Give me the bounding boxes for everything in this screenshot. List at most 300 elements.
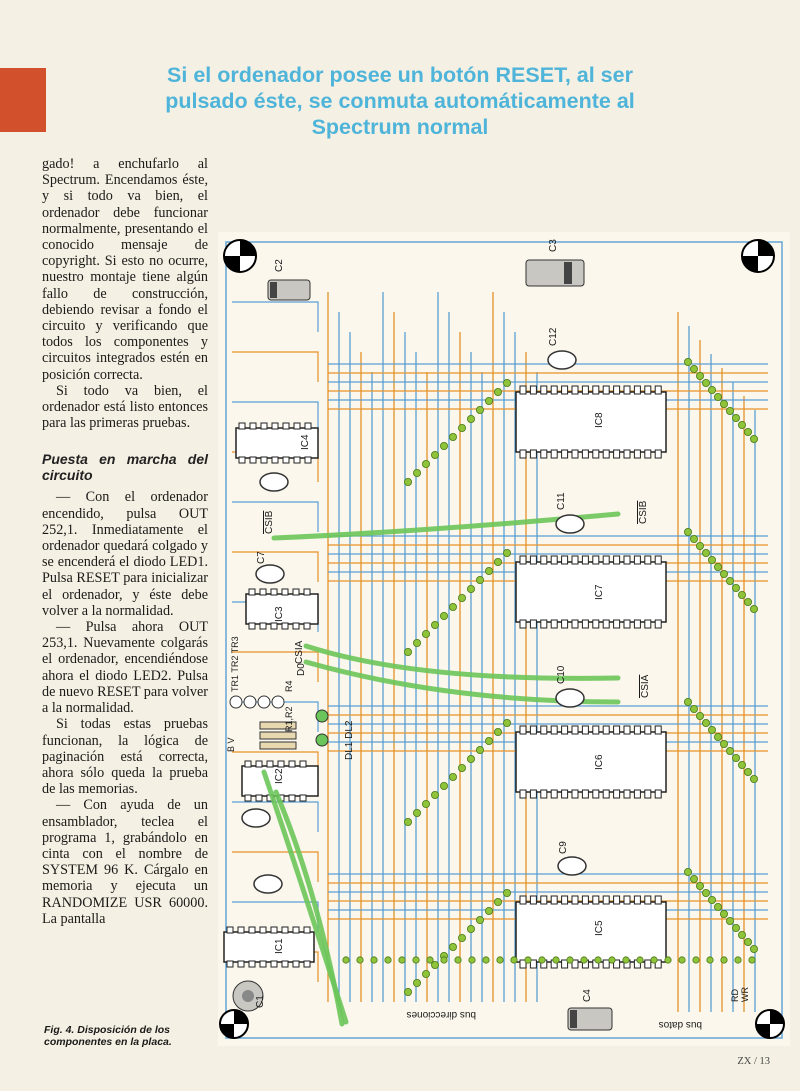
ic-pin	[614, 620, 620, 628]
solder-pad	[738, 931, 745, 938]
solder-pad	[431, 791, 438, 798]
solder-pad	[539, 957, 545, 963]
solder-pad	[503, 549, 510, 556]
ic-pin	[260, 961, 266, 967]
ic-pin	[582, 896, 588, 904]
solder-pad	[476, 406, 483, 413]
ic-pin	[624, 556, 630, 564]
ic-pin	[603, 790, 609, 798]
ic-pin	[294, 423, 300, 429]
capacitor-c9	[558, 857, 586, 875]
ic-pin	[541, 726, 547, 734]
solder-pad	[404, 478, 411, 485]
ic-pin	[530, 450, 536, 458]
ic-pin	[304, 961, 310, 967]
ic-pin	[249, 623, 255, 629]
ic-pin	[267, 761, 273, 767]
ic-pin	[582, 620, 588, 628]
solder-pad	[637, 957, 643, 963]
solder-pad	[732, 924, 739, 931]
solder-pad	[744, 428, 751, 435]
ic-pin	[520, 790, 526, 798]
body-column	[42, 156, 208, 927]
solder-pad	[696, 882, 703, 889]
solder-pad	[567, 957, 573, 963]
solder-pad	[702, 379, 709, 386]
solder-pad	[343, 957, 349, 963]
ic-pin	[655, 556, 661, 564]
logic-trace	[232, 502, 318, 532]
ic-pin	[655, 386, 661, 394]
ic-pin	[624, 896, 630, 904]
ic-pin	[655, 450, 661, 458]
solder-pad	[440, 782, 447, 789]
solder-pad	[684, 868, 691, 875]
ic-pin	[256, 795, 262, 801]
label-dl: DL1 DL2	[344, 720, 355, 760]
solder-pad	[404, 988, 411, 995]
capacitor-c10	[556, 689, 584, 707]
label-r4: R4	[284, 680, 294, 692]
solder-pad	[732, 584, 739, 591]
ic-pin	[572, 620, 578, 628]
solder-pad	[744, 598, 751, 605]
ic-pin	[260, 927, 266, 933]
capacitor-c2	[268, 280, 310, 300]
label-wr: WR	[740, 987, 750, 1002]
body-paragraph: — Con el ordenador encendido, pulsa OUT 252,1. Inmediatamente el ordenador quedará colgado y se encenderá el diodo LED1. Pulsa RESET para inicializar el ordenador, y éste debe volver a la normalidad.	[42, 489, 208, 619]
ic-pin	[551, 386, 557, 394]
ic-pin	[249, 927, 255, 933]
label-csib-right: CSIB	[638, 500, 649, 524]
ic-pin	[541, 620, 547, 628]
ic-pin	[227, 927, 233, 933]
solder-pad	[679, 957, 685, 963]
solder-pad	[449, 943, 456, 950]
solder-pad	[750, 775, 757, 782]
ic-pin	[551, 790, 557, 798]
ic-pin	[562, 386, 568, 394]
ic-pin	[272, 457, 278, 463]
solder-pad	[720, 910, 727, 917]
ic-pin	[614, 386, 620, 394]
ic-pin	[238, 927, 244, 933]
ic-pin	[645, 726, 651, 734]
label-c11: C11	[556, 492, 567, 510]
label-ic6: IC6	[594, 754, 605, 770]
solder-pad	[431, 621, 438, 628]
ic-pin	[300, 795, 306, 801]
solder-pad	[702, 719, 709, 726]
ic-pin	[278, 761, 284, 767]
solder-pad	[449, 773, 456, 780]
page-headline: Si el ordenador posee un botón RESET, al ser pulsado éste, se conmuta automáticamente al Spectrum normal	[165, 63, 635, 139]
ic-pin	[562, 726, 568, 734]
ic-pin	[541, 450, 547, 458]
label-ic4: IC4	[300, 434, 311, 450]
registration-mark	[742, 240, 774, 272]
ic-body	[516, 562, 666, 622]
ic-pin	[282, 961, 288, 967]
ic-pin	[239, 457, 245, 463]
solder-pad	[690, 705, 697, 712]
ic-pin	[304, 927, 310, 933]
solder-pad	[744, 768, 751, 775]
logic-trace	[232, 302, 318, 332]
solder-pad	[525, 957, 531, 963]
ic-pin	[624, 790, 630, 798]
ic-pin	[261, 457, 267, 463]
ic-pin	[261, 423, 267, 429]
accent-bar	[0, 68, 46, 132]
ic-pin	[634, 386, 640, 394]
body-paragraph: gado! a enchufarlo al Spectrum. Encendamos éste, y si todo va bien, el ordenador debe funcionar normalmente, presentando el conocido mensaje de copyright. Si esto no ocurre, nuestro montaje tiene algún fallo de construcción, debiendo revisar a fondo el circuito y verificando que todos los componentes y circuitos integrados estén en posición correcta.	[42, 156, 208, 383]
solder-pad	[581, 957, 587, 963]
ic-pin	[603, 726, 609, 734]
ic-pin	[593, 386, 599, 394]
solder-pad	[750, 945, 757, 952]
solder-pad	[357, 957, 363, 963]
ic-pin	[562, 896, 568, 904]
solder-pad	[609, 957, 615, 963]
ic-pin	[634, 726, 640, 734]
ic-pin	[582, 556, 588, 564]
solder-pad	[483, 957, 489, 963]
ic-pin	[271, 623, 277, 629]
ic-pin	[300, 761, 306, 767]
ic-pin	[282, 623, 288, 629]
solder-pad	[738, 421, 745, 428]
solder-pad	[467, 585, 474, 592]
ic-pin	[624, 386, 630, 394]
ic-pin	[283, 457, 289, 463]
solder-pad	[708, 896, 715, 903]
ic-pin	[603, 386, 609, 394]
solder-pad	[497, 957, 503, 963]
solder-pad	[404, 818, 411, 825]
ic-pin	[260, 623, 266, 629]
label-csia-left: CSIA	[294, 640, 305, 664]
ic-pin	[249, 589, 255, 595]
label-ic3: IC3	[274, 606, 285, 622]
ic-pin	[293, 623, 299, 629]
solder-pad	[458, 594, 465, 601]
solder-pad	[455, 957, 461, 963]
solder-pad	[702, 889, 709, 896]
ic-pin	[614, 896, 620, 904]
subheading: Puesta en marcha del circuito	[42, 451, 208, 484]
solder-pad	[449, 433, 456, 440]
solder-pad	[494, 728, 501, 735]
ic-pin	[551, 620, 557, 628]
solder-pad	[467, 755, 474, 762]
solder-pad	[422, 460, 429, 467]
ic-pin	[655, 620, 661, 628]
solder-pad	[413, 809, 420, 816]
ic-pin	[645, 896, 651, 904]
solder-pad	[485, 397, 492, 404]
solder-pad	[726, 917, 733, 924]
ic-pin	[572, 790, 578, 798]
ic-pin	[283, 423, 289, 429]
solder-pad	[449, 603, 456, 610]
solder-pad	[750, 435, 757, 442]
label-csia-right: CSIA	[640, 674, 651, 698]
solder-pad	[708, 726, 715, 733]
solder-pad	[690, 535, 697, 542]
solder-pad	[469, 957, 475, 963]
solder-pad	[422, 970, 429, 977]
solder-pad	[494, 388, 501, 395]
ic-pin	[530, 556, 536, 564]
ic-pin	[289, 761, 295, 767]
ic-pin	[530, 896, 536, 904]
ic-pin	[582, 726, 588, 734]
solder-pad	[693, 957, 699, 963]
ic-pin	[530, 790, 536, 798]
ic-pin	[541, 386, 547, 394]
solder-pad	[511, 957, 517, 963]
label-r12: R1,R2	[284, 706, 294, 732]
capacitor-ic1	[254, 875, 282, 893]
ic-pin	[304, 623, 310, 629]
ic-pin	[260, 589, 266, 595]
solder-pad	[708, 386, 715, 393]
solder-pad	[413, 639, 420, 646]
solder-pad	[467, 415, 474, 422]
registration-mark	[220, 1010, 248, 1038]
solder-pad	[714, 903, 721, 910]
capacitor-c11	[556, 515, 584, 533]
ic-pin	[593, 620, 599, 628]
solder-pad	[684, 698, 691, 705]
capacitor-ic2	[242, 809, 270, 827]
solder-pad	[684, 528, 691, 535]
solder-pad	[744, 938, 751, 945]
label-bus-datos: bus datos	[658, 1019, 702, 1030]
label-c4: C4	[582, 989, 593, 1002]
capacitor-c12	[548, 351, 576, 369]
solder-pad	[651, 957, 657, 963]
solder-pad	[476, 746, 483, 753]
page-folio: ZX / 13	[737, 1056, 770, 1067]
solder-pad	[371, 957, 377, 963]
ic-pin	[541, 790, 547, 798]
solder-pad	[385, 957, 391, 963]
solder-pad	[494, 558, 501, 565]
ic-pin	[520, 556, 526, 564]
solder-pad	[696, 712, 703, 719]
label-ic1: IC1	[274, 938, 285, 954]
solder-pad	[738, 761, 745, 768]
ic-pin	[634, 620, 640, 628]
ic-pin	[572, 386, 578, 394]
ic-body	[516, 732, 666, 792]
ic-pin	[256, 761, 262, 767]
ic-pin	[593, 896, 599, 904]
solder-pad	[732, 754, 739, 761]
solder-pad	[735, 957, 741, 963]
label-c7: C7	[256, 551, 267, 564]
label-bv: B V	[226, 737, 236, 752]
ic-pin	[520, 620, 526, 628]
solder-pad	[720, 400, 727, 407]
ic-pin	[634, 556, 640, 564]
ic-pin	[593, 450, 599, 458]
ic-pin	[282, 589, 288, 595]
solder-pad	[702, 549, 709, 556]
ic-pin	[305, 423, 311, 429]
solder-pad	[467, 925, 474, 932]
ic-pin	[593, 726, 599, 734]
label-c1: C1	[255, 995, 266, 1008]
ic-pin	[603, 960, 609, 968]
solder-pad	[440, 442, 447, 449]
ic-pin	[655, 790, 661, 798]
ic-pin	[305, 457, 311, 463]
solder-pad	[422, 630, 429, 637]
body-paragraph: Si todas estas pruebas funcionan, la lógica de paginación está correcta, ahora sólo queda la prueba de las memorias.	[42, 716, 208, 798]
solder-pad	[503, 889, 510, 896]
label-tr: TR1 TR2 TR3	[230, 636, 240, 692]
ic-pin	[645, 960, 651, 968]
ic-pin	[645, 620, 651, 628]
ic-pin	[645, 450, 651, 458]
solder-pad	[476, 916, 483, 923]
ic-pin	[645, 790, 651, 798]
ic-pin	[541, 556, 547, 564]
label-c10: C10	[556, 665, 567, 684]
ic-pin	[645, 556, 651, 564]
ic-pin	[593, 790, 599, 798]
ic-body	[516, 392, 666, 452]
solder-pad	[738, 591, 745, 598]
ic-pin	[645, 386, 651, 394]
ic-pin	[541, 896, 547, 904]
ic-pin	[572, 556, 578, 564]
solder-pad	[458, 764, 465, 771]
ic-pin	[282, 927, 288, 933]
solder-pad	[476, 576, 483, 583]
ic-pin	[624, 726, 630, 734]
solder-pad	[750, 605, 757, 612]
capacitor-c7	[256, 565, 284, 583]
solder-pad	[503, 379, 510, 386]
solder-pad	[427, 957, 433, 963]
solder-pad	[503, 719, 510, 726]
solder-pad	[714, 733, 721, 740]
solder-pad	[485, 567, 492, 574]
label-csib-left: CSIB	[264, 510, 275, 534]
solder-pad	[684, 358, 691, 365]
label-ic8: IC8	[594, 412, 605, 428]
solder-pad	[696, 542, 703, 549]
solder-pad	[708, 556, 715, 563]
solder-pad	[399, 957, 405, 963]
ic-pin	[239, 423, 245, 429]
ic-pin	[530, 620, 536, 628]
ic-pin	[530, 726, 536, 734]
ic-pin	[562, 620, 568, 628]
ic-pin	[245, 795, 251, 801]
ic-pin	[572, 896, 578, 904]
label-ic5: IC5	[594, 920, 605, 936]
solder-pad	[404, 648, 411, 655]
ic-pin	[582, 790, 588, 798]
solder-pad	[690, 875, 697, 882]
solder-pad	[553, 957, 559, 963]
registration-mark	[224, 240, 256, 272]
solder-pad	[714, 563, 721, 570]
registration-mark	[756, 1010, 784, 1038]
solder-pad	[485, 907, 492, 914]
logic-trace	[232, 352, 318, 382]
ic-pin	[293, 961, 299, 967]
ic-pin	[614, 556, 620, 564]
solder-pad	[720, 740, 727, 747]
ic-pin	[634, 790, 640, 798]
ic-pin	[293, 927, 299, 933]
ic-pin	[572, 726, 578, 734]
solder-pad	[690, 365, 697, 372]
ic-pin	[250, 457, 256, 463]
body-paragraph: — Con ayuda de un ensamblador, teclea el programa 1, grabándolo en cinta con el nombre de SYSTEM 96 K. Cárgalo en memoria y ejecuta un RANDOMIZE USR 60000. La pantalla	[42, 797, 208, 927]
label-ic7: IC7	[594, 584, 605, 600]
label-ic2: IC2	[274, 768, 285, 784]
ic-pin	[227, 961, 233, 967]
ic-pin	[249, 961, 255, 967]
solder-pad	[696, 372, 703, 379]
solder-pad	[595, 957, 601, 963]
ic-pin	[272, 423, 278, 429]
solder-pad	[458, 934, 465, 941]
label-c2: C2	[274, 259, 285, 272]
ic-pin	[603, 556, 609, 564]
solder-pad	[726, 577, 733, 584]
label-d0: D0	[296, 663, 307, 676]
solder-pad	[458, 424, 465, 431]
body-paragraph: — Pulsa ahora OUT 253,1. Nuevamente colgarás el ordenador, encendiéndose ahora el diodo LED2. Pulsa de nuevo RESET para volver a la normalidad.	[42, 619, 209, 717]
solder-pad	[485, 737, 492, 744]
ic-pin	[520, 450, 526, 458]
solder-pad	[721, 957, 727, 963]
solder-pad	[441, 957, 447, 963]
ic-pin	[634, 896, 640, 904]
ic-pin	[603, 896, 609, 904]
solder-pad	[431, 451, 438, 458]
ic-pin	[603, 620, 609, 628]
pcb-traces	[226, 242, 782, 1038]
ic-pin	[562, 556, 568, 564]
ic-body	[224, 932, 314, 962]
pcb-layout-diagram	[218, 232, 790, 1046]
ic-pin	[530, 386, 536, 394]
label-c3: C3	[548, 239, 559, 252]
ic-pin	[551, 450, 557, 458]
ic-pin	[304, 589, 310, 595]
solder-pad	[749, 957, 755, 963]
solder-pad	[707, 957, 713, 963]
ic-pin	[624, 450, 630, 458]
solder-pad	[494, 898, 501, 905]
solder-pad	[720, 570, 727, 577]
capacitor-c4	[568, 1008, 612, 1030]
ic-pin	[294, 457, 300, 463]
ic-pin	[238, 961, 244, 967]
ic-pin	[271, 961, 277, 967]
solder-pad	[440, 612, 447, 619]
figure-caption: Fig. 4. Disposición de los componentes en la placa.	[44, 1024, 172, 1048]
